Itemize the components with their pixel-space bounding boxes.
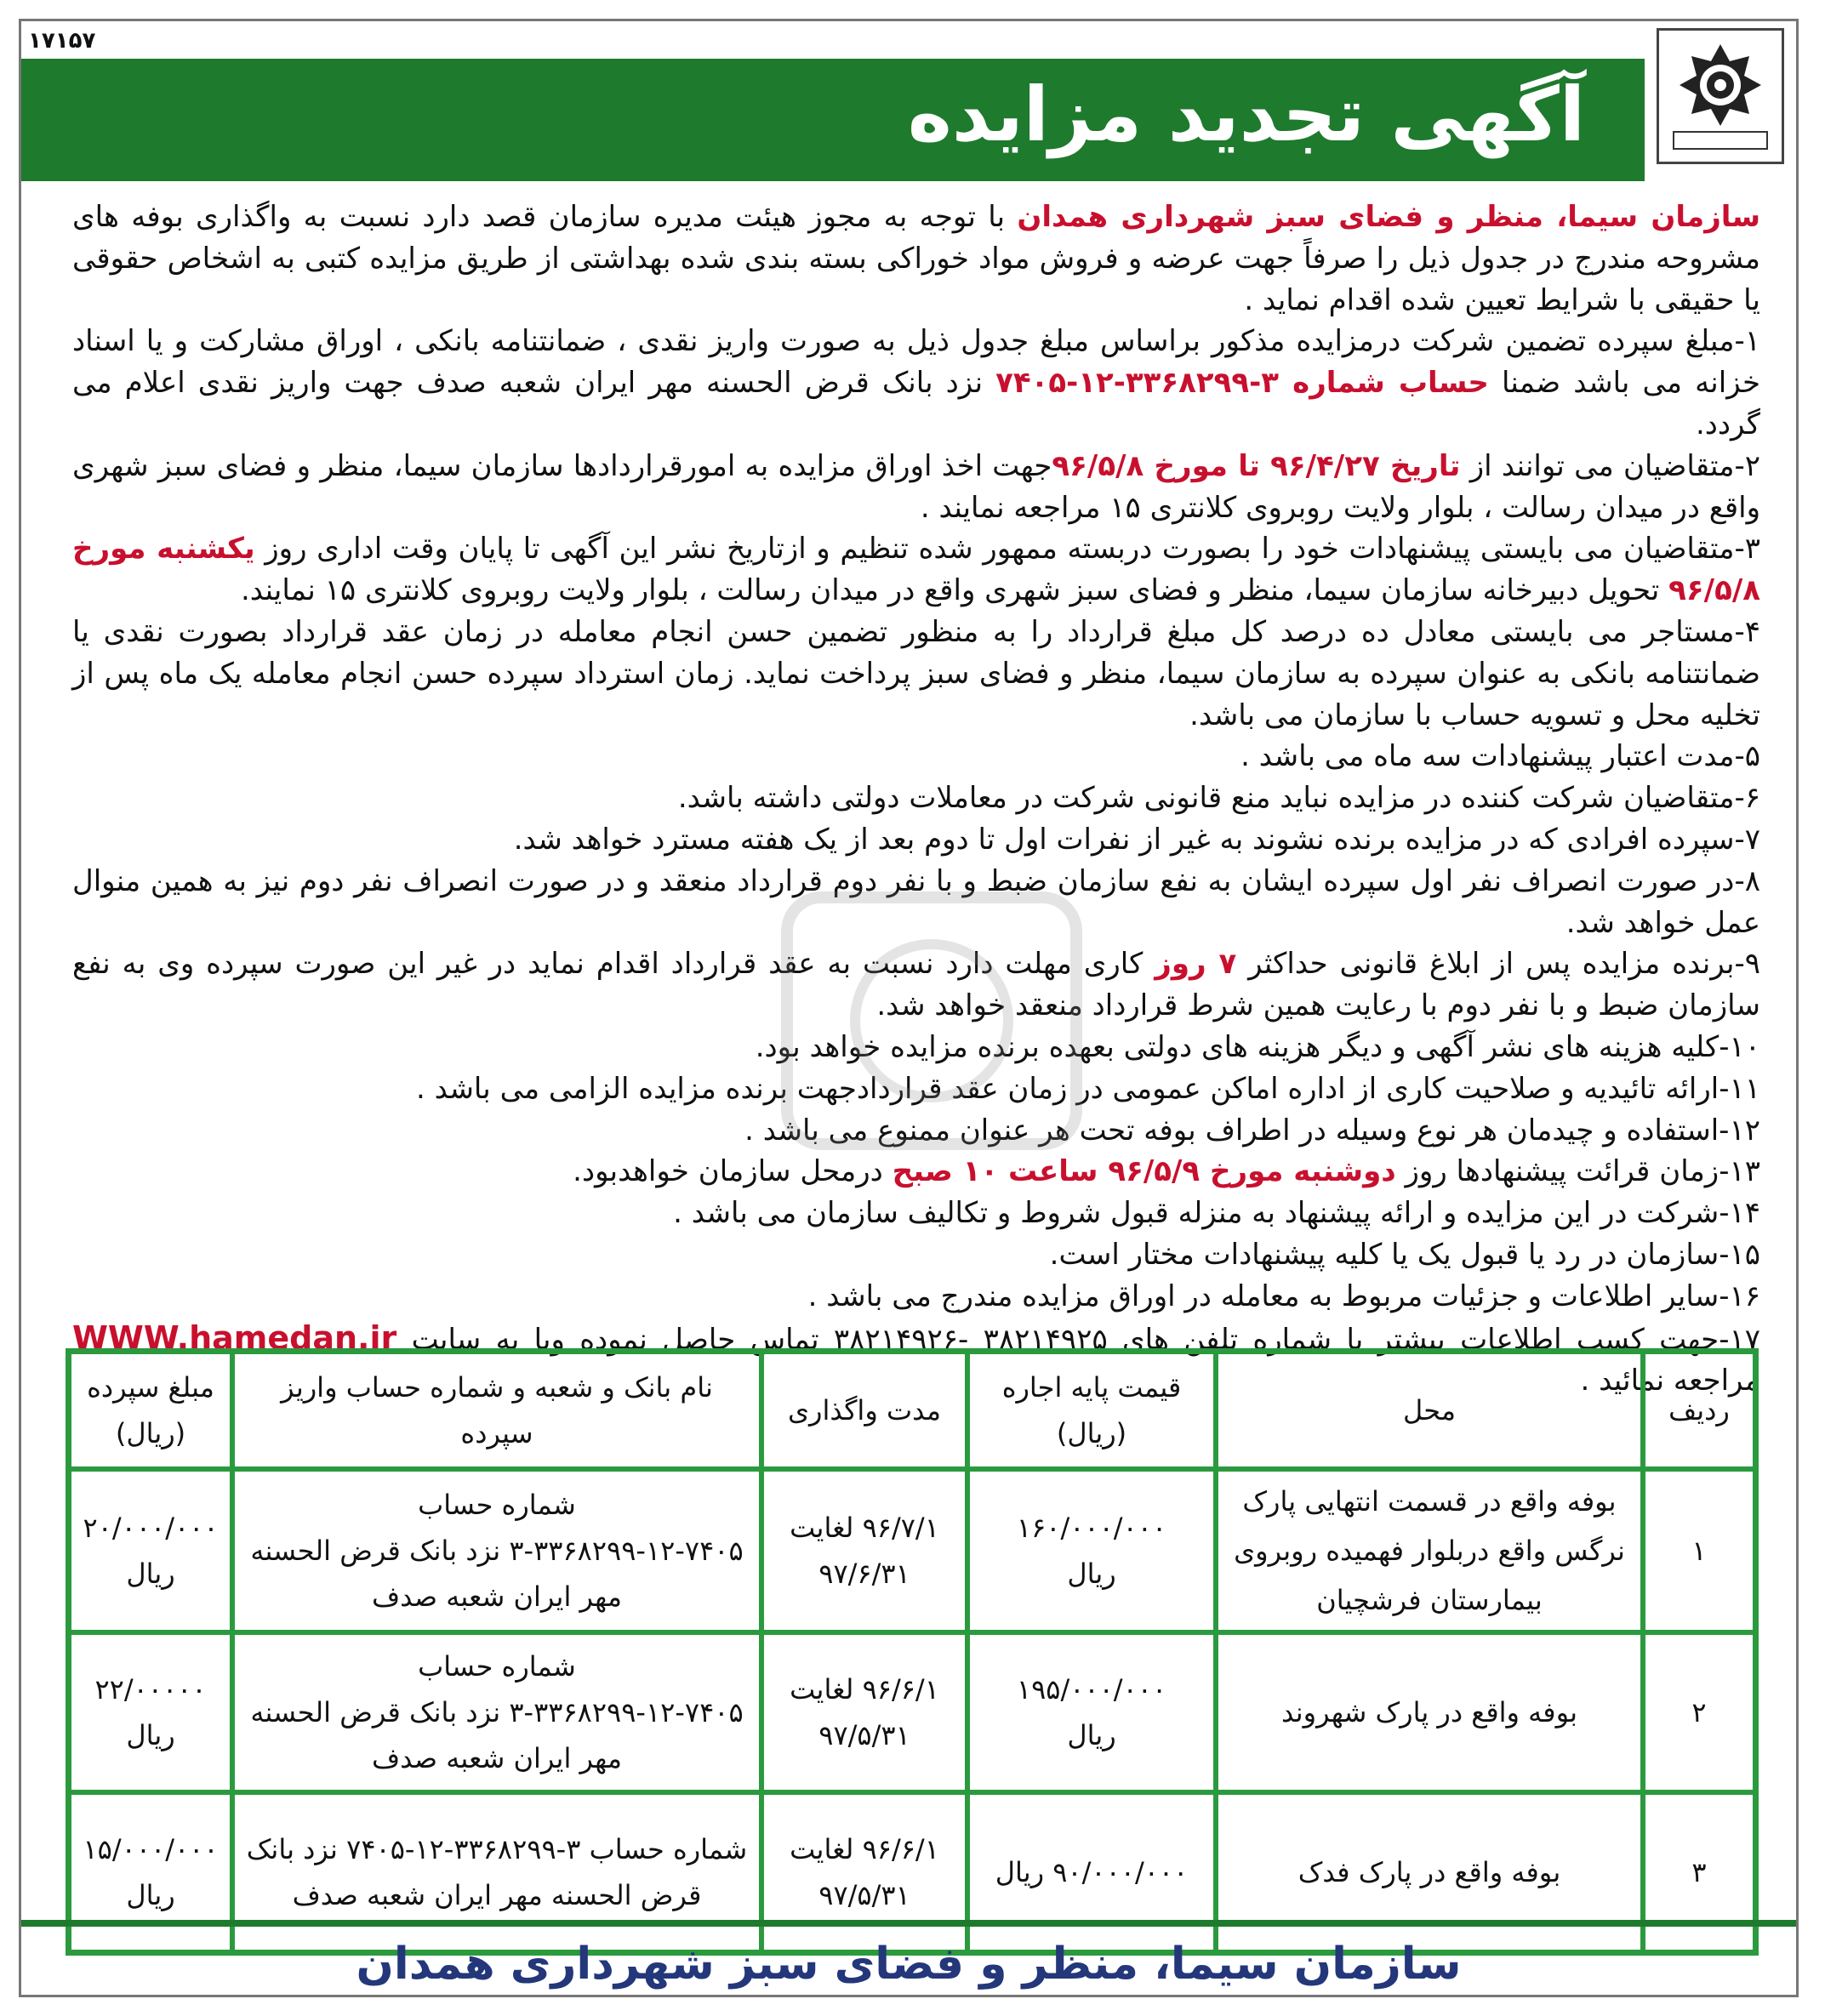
clause-11: ۱۱-ارائه تائیدیه و صلاحیت کاری از اداره اماکن عمومی در زمان عقد قراردادجهت برنده مزایده الزامی می باشد . <box>415 1071 1760 1106</box>
clause-1: ۱-مبلغ سپرده تضمین شرکت درمزایده مذکور براساس مبلغ جدول ذیل به صورت واریز نقدی ، ضمانتنامه بانکی ، اوراق مشارکت و یا اسناد خزانه می باشد ضمنا حساب شماره ۳-۳۳۶۸۲۹۹-۱۲-۷۴۰۵ نزد بانک قرض الحسنه مهر ایران شعبه صدف جهت واریز نقدی اعلام می گردد. <box>72 324 1760 441</box>
contract-deadline: ۷ روز <box>1155 947 1237 982</box>
buffets-table <box>66 1348 1759 1956</box>
clause-8: ۸-در صورت انصراف نفر اول سپرده ایشان به نفع سازمان ضبط و با نفر دوم قرارداد منعقد و در صورت انصراف نفر دوم نیز به همین منوال عمل خواهد شد. <box>72 863 1760 940</box>
cell-row-number: ۲ <box>1643 1632 1755 1792</box>
title-bar <box>21 59 1645 181</box>
cell-period: ۹۶/۶/۱ لغایت ۹۷/۵/۳۱ <box>761 1632 967 1792</box>
clause-5: ۵-مدت اعتبار پیشنهادات سه ماه می باشد . <box>1240 739 1760 774</box>
cell-bank: شماره حساب ۳-۳۳۶۸۲۹۹-۱۲-۷۴۰۵ نزد بانک قرض الحسنه مهر ایران شعبه صدف <box>232 1469 761 1632</box>
opening-time: دوشنبه مورخ ۹۶/۵/۹ ساعت ۱۰ صبح <box>892 1154 1396 1189</box>
clause-13: ۱۳-زمان قرائت پیشنهادها روز دوشنبه مورخ ۹۶/۵/۹ ساعت ۱۰ صبح درمحل سازمان خواهدبود. <box>573 1154 1760 1189</box>
header-bank: نام بانک و شعبه و شماره حساب واریز سپرده <box>232 1352 761 1469</box>
clause-10: ۱۰-کلیه هزینه های نشر آگهی و دیگر هزینه های دولتی بعهده برنده مزایده خواهد بود. <box>755 1029 1760 1064</box>
intro-paragraph: سازمان سیما، منظر و فضای سبز شهرداری همدان با توجه به مجوز هیئت مدیره سازمان قصد دارد نسبت به واگذاری بوفه های مشروحه مندرج در جدول ذیل را صرفاً جهت عرضه و فروش مواد خوراکی بسته بندی شده بهداشتی از طریق مزایده کتبی به اشخاص حقوقی یا حقیقی با شرایط تعیین شده اقدام نماید . <box>72 200 1761 317</box>
header-base-price: قیمت پایه اجاره (ریال) <box>967 1352 1216 1469</box>
cell-deposit: ۱۵/۰۰۰/۰۰۰ ریال <box>69 1792 232 1952</box>
cell-base-price: ۱۹۵/۰۰۰/۰۰۰ ریال <box>967 1632 1216 1792</box>
clause-12: ۱۲-استفاده و چیدمان هر نوع وسیله در اطراف بوفه تحت هر عنوان ممنوع می باشد . <box>744 1113 1760 1148</box>
header-deposit: مبلغ سپرده (ریال) <box>69 1352 232 1469</box>
cell-period: ۹۶/۶/۱ لغایت ۹۷/۵/۳۱ <box>761 1792 967 1952</box>
ad-title: آگهی تجدید مزایده <box>907 71 1585 158</box>
header-location: محل <box>1216 1352 1643 1469</box>
cell-bank: شماره حساب ۳-۳۳۶۸۲۹۹-۱۲-۷۴۰۵ نزد بانک قرض الحسنه مهر ایران شعبه صدف <box>232 1632 761 1792</box>
table-row <box>69 1469 1755 1632</box>
organization-name: سازمان سیما، منظر و فضای سبز شهرداری همدان <box>1017 200 1761 234</box>
cell-base-price: ۹۰/۰۰۰/۰۰۰ ریال <box>967 1792 1216 1952</box>
submission-deadline: یکشنبه مورخ ۹۶/۵/۸ <box>72 532 1760 608</box>
cell-bank: شماره حساب ۳-۳۳۶۸۲۹۹-۱۲-۷۴۰۵ نزد بانک قرض الحسنه مهر ایران شعبه صدف <box>232 1792 761 1952</box>
table-row <box>69 1792 1755 1952</box>
cell-location: بوفه واقع در قسمت انتهایی پارک نرگس واقع دربلوار فهمیده روبروی بیمارستان فرشچیان <box>1216 1469 1643 1632</box>
cell-period: ۹۶/۷/۱ لغایت ۹۷/۶/۳۱ <box>761 1469 967 1632</box>
clause-16: ۱۶-سایر اطلاعات و جزئیات مربوط به معامله در اوراق مزایده مندرج می باشد . <box>807 1279 1760 1313</box>
clause-3: ۳-متقاضیان می بایستی پیشنهادات خود را بصورت دربسته ممهور شده تنظیم و ازتاریخ نشر این آگهی تا پایان وقت اداری روز یکشنبه مورخ ۹۶/۵/۸ تحویل دبیرخانه سازمان سیما، منظر و فضای سبز شهری واقع در میدان رسالت ، بلوار ولایت روبروی کلانتری ۱۵ نمایند. <box>72 532 1760 608</box>
clause-4: ۴-مستاجر می بایستی معادل ده درصد کل مبلغ قرارداد را به منظور تضمین حسن انجام معامله در زمان عقد قرارداد بصورت نقدی یا ضمانتنامه بانکی به عنوان سپرده به سازمان سیما، منظر و فضای سبز پرداخت نماید. زمان استرداد سپرده حسن انجام معامله یک ماه پس از تخلیه محل و تسویه حساب با سازمان می باشد. <box>72 614 1760 732</box>
emblem-caption-box <box>1673 131 1768 150</box>
watermark-stamp <box>770 880 1093 1161</box>
clause-14: ۱۴-شرکت در این مزایده و ارائه پیشنهاد به منزله قبول شروط و تکالیف سازمان می باشد . <box>673 1196 1760 1231</box>
municipality-emblem <box>1657 28 1784 164</box>
website-link[interactable]: WWW.hamedan.ir <box>72 1318 397 1357</box>
account-number: حساب شماره ۳-۳۳۶۸۲۹۹-۱۲-۷۴۰۵ <box>995 366 1489 401</box>
cell-deposit: ۲۰/۰۰۰/۰۰۰ ریال <box>69 1469 232 1632</box>
header-row-number: ردیف <box>1643 1352 1755 1469</box>
cell-deposit: ۲۲/۰۰۰۰۰ ریال <box>69 1632 232 1792</box>
cell-base-price: ۱۶۰/۰۰۰/۰۰۰ ریال <box>967 1469 1216 1632</box>
table-row <box>69 1632 1755 1792</box>
clause-6: ۶-متقاضیان شرکت کننده در مزایده نباید منع قانونی شرکت در معاملات دولتی داشته باشد. <box>677 781 1760 816</box>
footer-divider <box>21 1920 1796 1927</box>
clause-9: ۹-برنده مزایده پس از ابلاغ قانونی حداکثر ۷ روز کاری مهلت دارد نسبت به عقد قرارداد اقدام نماید در غیر این صورت سپرده وی به نفع سازمان ضبط و با نفر دوم با رعایت همین شرط قرارداد منعقد خواهد شد. <box>72 947 1760 1023</box>
cell-row-number: ۱ <box>1643 1469 1755 1632</box>
clause-7: ۷-سپرده افرادی که در مزایده برنده نشوند به غیر از نفرات اول تا دوم بعد از یک هفته مسترد خواهد شد. <box>513 822 1760 857</box>
document-period: تاریخ ۹۶/۴/۲۷ تا مورخ ۹۶/۵/۸ <box>1052 448 1461 483</box>
header-period: مدت واگذاری <box>761 1352 967 1469</box>
emblem-icon <box>1678 43 1763 128</box>
cell-row-number: ۳ <box>1643 1792 1755 1952</box>
ad-body <box>72 196 1760 1402</box>
table-header-row <box>69 1352 1755 1469</box>
cell-location: بوفه واقع در پارک فدک <box>1216 1792 1643 1952</box>
clause-17: ۱۷-جهت کسب اطلاعات بیشتر با شماره تلفن های ۳۸۲۱۴۹۲۵ -۳۸۲۱۴۹۲۶ تماس حاصل نموده ویا به سایت WWW.hamedan.ir مراجعه نمائید . <box>72 1318 1760 1398</box>
ad-number: ۱۷۱۵۷ <box>28 28 96 54</box>
footer-organization: سازمان سیما، منظر و فضای سبز شهرداری همدان <box>356 1939 1462 1990</box>
cell-location: بوفه واقع در پارک شهروند <box>1216 1632 1643 1792</box>
auction-advertisement <box>19 19 1799 1997</box>
clause-15: ۱۵-سازمان در رد یا قبول یک یا کلیه پیشنهادات مختار است. <box>1049 1237 1760 1272</box>
clause-2: ۲-متقاضیان می توانند از تاریخ ۹۶/۴/۲۷ تا مورخ ۹۶/۵/۸جهت اخذ اوراق مزایده به امورقراردادها سازمان سیما، منظر و فضای سبز شهری واقع در میدان رسالت ، بلوار ولایت روبروی کلانتری ۱۵ مراجعه نمایند . <box>72 448 1760 525</box>
